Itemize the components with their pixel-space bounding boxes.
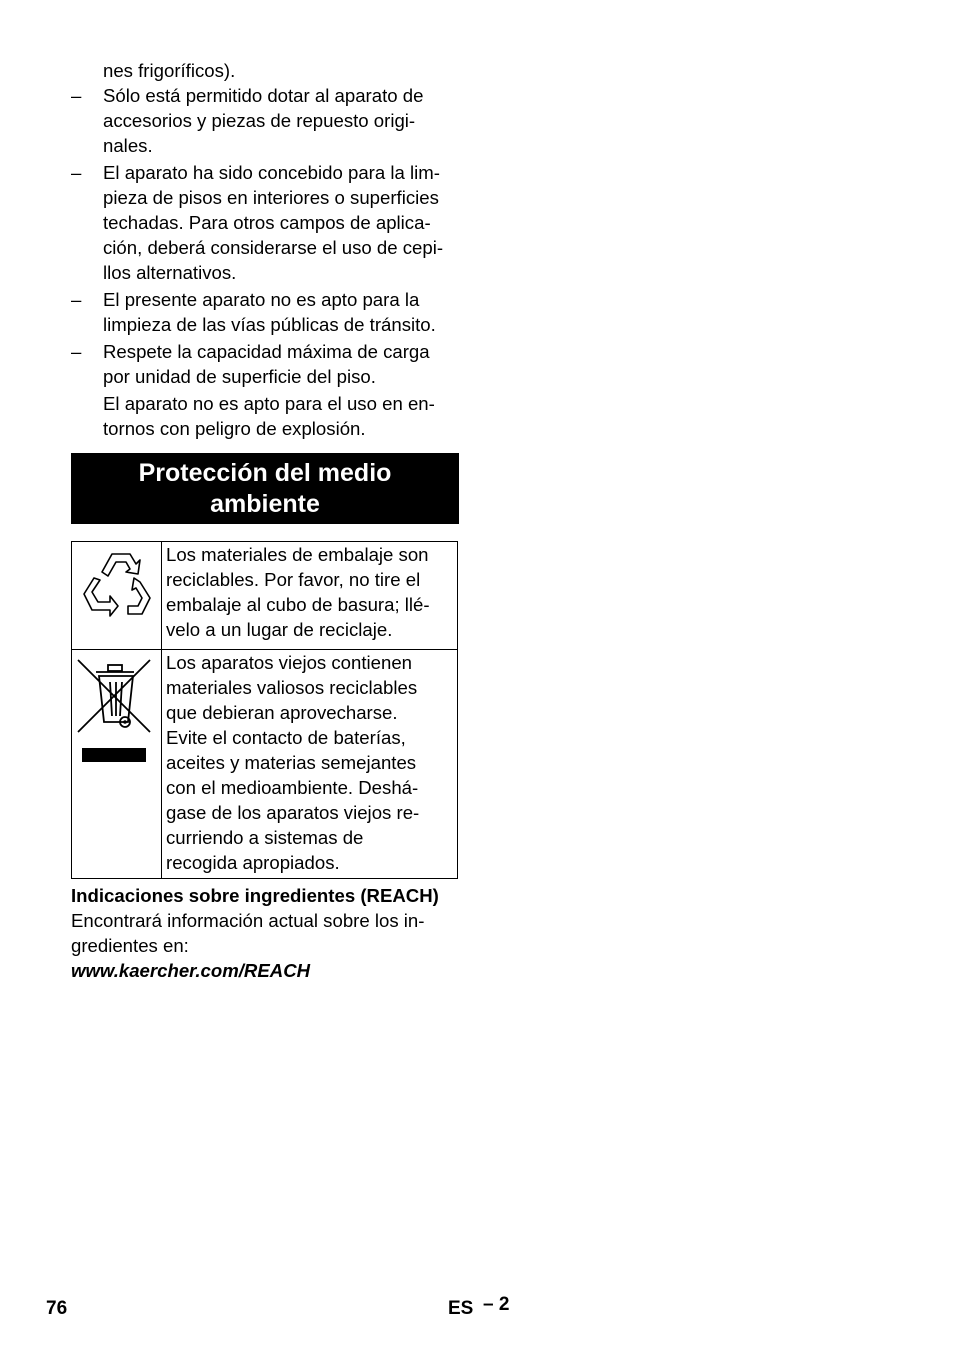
icon-cell [72,650,162,879]
reach-body [71,908,459,958]
bullet-line: Sólo está permitido dotar al aparato de [103,85,424,106]
note-line: El aparato no es apto para el uso en en- [103,393,435,414]
cell-line: aceites y materias semejantes [166,752,417,773]
environment-table [71,541,458,879]
cell-line: Los aparatos viejos contienen [166,652,413,673]
bullet-line: por unidad de superficie del piso. [103,366,376,387]
bullet-dash: – [71,162,82,183]
cell-line: curriendo a sistemas de [166,827,364,848]
bullet-line: pieza de pisos en interiores o superficies [103,187,439,208]
bullet-dash: – [71,289,82,310]
reach-heading: Indicaciones sobre ingredientes (REACH) [71,885,439,906]
section-heading [71,453,459,524]
cell-line: reciclables. Por favor, no tire el [166,569,421,590]
section-heading-line: ambiente [210,489,320,518]
cell-line: que debieran aprovecharse. [166,702,398,723]
bullet-line: techadas. Para otros campos de aplica- [103,212,431,233]
instructions-column [71,58,459,441]
cell-line: materiales valiosos reciclables [166,677,418,698]
reach-line: gredientes en: [71,935,189,956]
note-line: tornos con peligro de explosión. [103,418,366,439]
cell-line: embalaje al cubo de basura; llé- [166,594,430,615]
icon-cell [72,542,162,650]
page-number: 76 [46,1298,68,1319]
cell-line: recogida apropiados. [166,852,340,873]
bullet-line: El presente aparato no es apto para la [103,289,420,310]
crossed-out-bin-icon [72,650,161,770]
section-page: – 2 [483,1294,510,1315]
bullet-line: Respete la capacidad máxima de carga [103,341,430,362]
explosion-note [71,391,459,441]
bullet-line: nales. [103,135,153,156]
bullet-item [71,339,459,389]
language-code: ES [448,1298,474,1319]
table-row [72,650,458,879]
text-cell [162,542,458,650]
bullet-dash: – [71,341,82,362]
cell-line: Los materiales de embalaje son [166,544,429,565]
text-cell [162,650,458,879]
bullet-item [71,287,459,337]
recycle-icon [72,542,161,644]
bullet-item [71,83,459,158]
table-row [72,542,458,650]
cell-line: velo a un lugar de reciclaje. [166,619,393,640]
bullet-dash: – [71,85,82,106]
bullet-line: El aparato ha sido concebido para la lim- [103,162,440,183]
reach-link[interactable]: www.kaercher.com/REACH [71,960,311,981]
bullet-line: limpieza de las vías públicas de tránsito. [103,314,436,335]
cell-line: Evite el contacto de baterías, [166,727,406,748]
bullet-item [71,160,459,285]
cell-line: gase de los aparatos viejos re- [166,802,420,823]
bullet-line: ción, deberá considerarse el uso de cepi- [103,237,444,258]
section-heading-line: Protección del medio [138,458,392,487]
reach-line: Encontrará información actual sobre los in- [71,910,425,931]
bullet-line: llos alternativos. [103,262,237,283]
bullet-line: accesorios y piezas de repuesto origi- [103,110,416,131]
cell-line: con el medioambiente. Deshá- [166,777,419,798]
continued-line: nes frigoríficos). [103,60,236,81]
